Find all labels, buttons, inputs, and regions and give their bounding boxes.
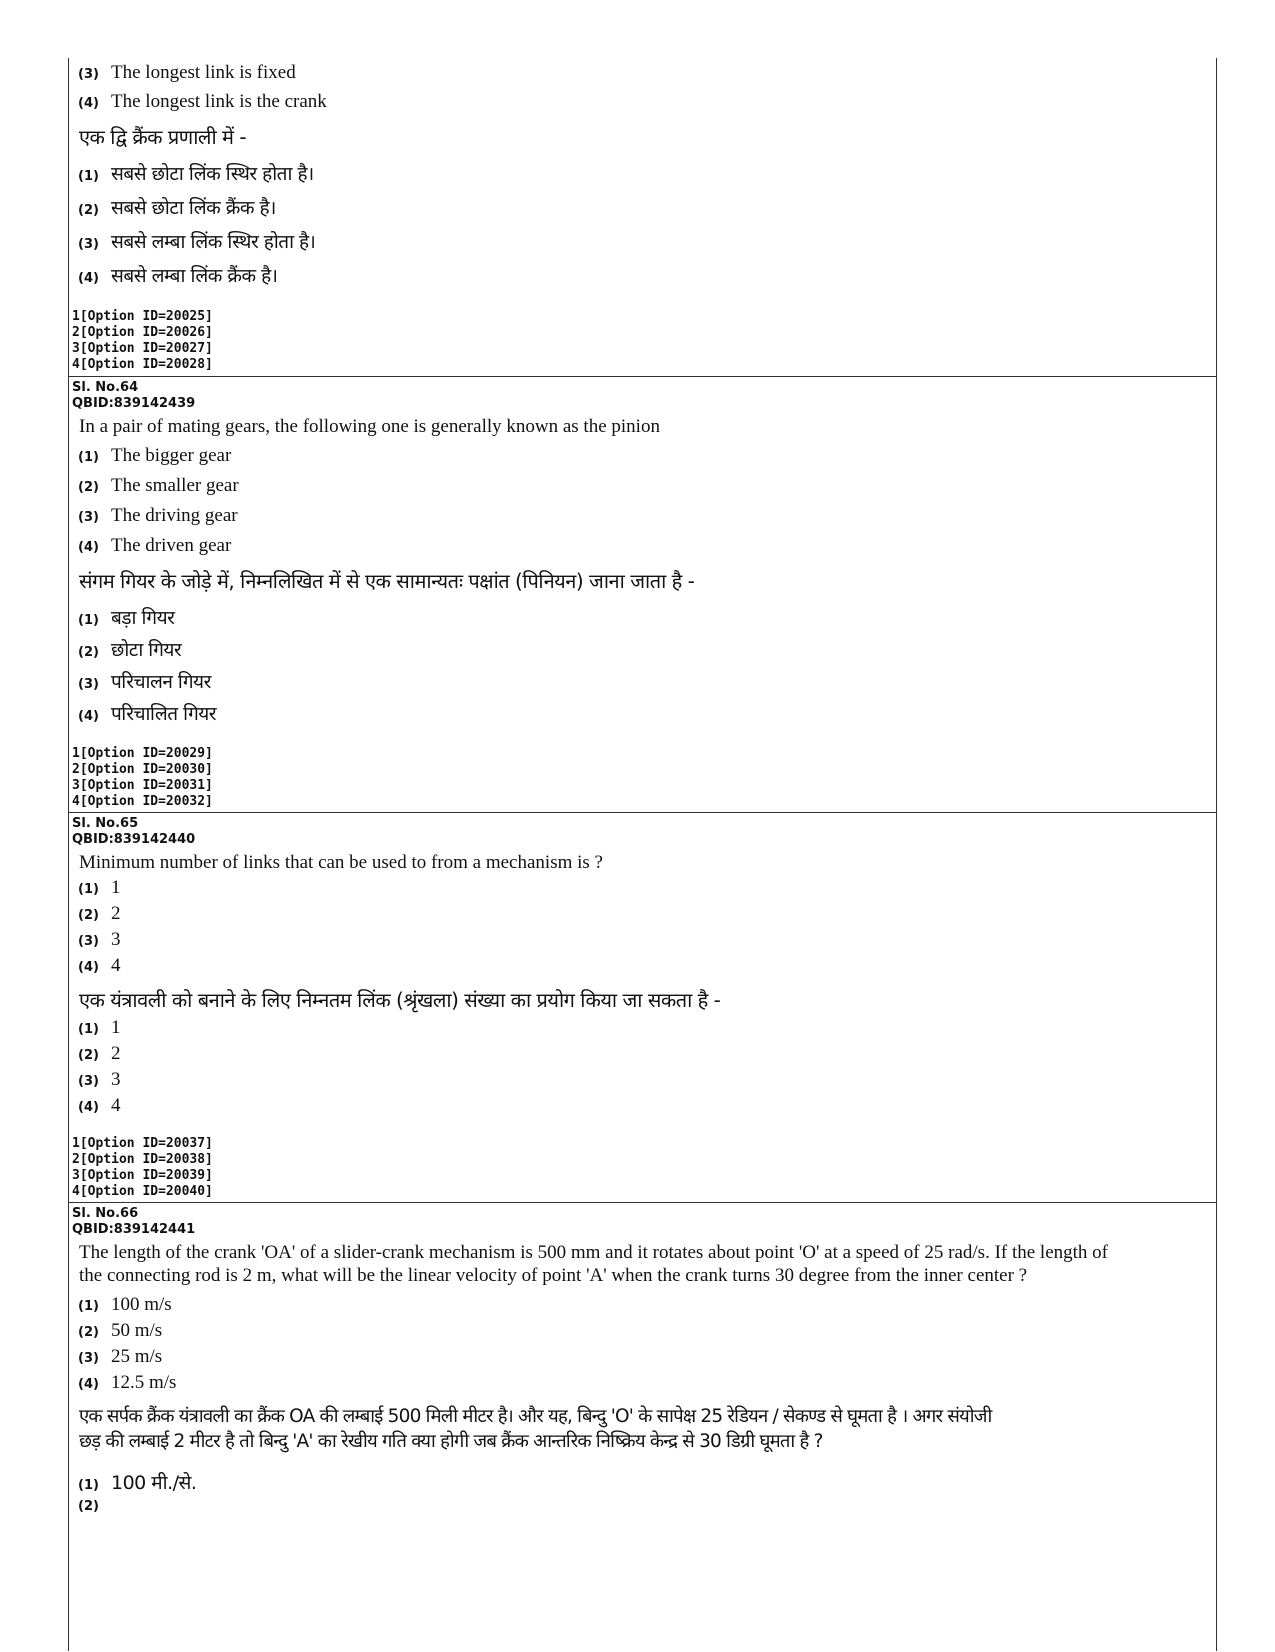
- option-id: 2[Option ID=20038]: [72, 1152, 213, 1167]
- qbid: QBID:839142439: [72, 396, 196, 411]
- serial-number: Sl. No.64: [72, 380, 139, 395]
- option-id-list: [72, 309, 213, 373]
- question-65: [69, 812, 1216, 1203]
- option-id-list: [72, 1136, 213, 1200]
- question-paper-page: [68, 58, 1217, 1651]
- option-id: 4[Option ID=20032]: [72, 794, 213, 809]
- option-en-4: (4) The longest link is the crank: [78, 91, 327, 112]
- option-hi-1: (1) 100 मी./से.: [78, 1472, 197, 1494]
- option-en-4: (4) The driven gear: [78, 535, 232, 556]
- qbid: QBID:839142441: [72, 1222, 196, 1237]
- question-english-line-1: The length of the crank 'OA' of a slider-crank mechanism is 500 mm and it rotates about point 'O' at a speed of 25 rad/s. If the length of: [79, 1242, 1108, 1263]
- option-en-2: (2) 2: [78, 903, 121, 924]
- option-en-2: (2) The smaller gear: [78, 475, 239, 496]
- option-en-3: (3) 25 m/s: [78, 1346, 163, 1367]
- question-english: In a pair of mating gears, the following one is generally known as the pinion: [79, 416, 660, 437]
- option-en-1: (1) The bigger gear: [78, 445, 232, 466]
- option-id-list: [72, 746, 213, 810]
- option-id: 3[Option ID=20039]: [72, 1168, 213, 1183]
- option-id: 1[Option ID=20029]: [72, 746, 213, 761]
- option-hi-3: (3) 3: [78, 1069, 121, 1090]
- question-66: [69, 1202, 1216, 1652]
- option-en-1: (1) 1: [78, 877, 121, 898]
- option-id: 4[Option ID=20040]: [72, 1184, 213, 1199]
- option-en-3: (3) The longest link is fixed: [78, 62, 296, 83]
- option-hi-2: (2) सबसे छोटा लिंक क्रैंक है।: [78, 197, 276, 219]
- serial-number: Sl. No.65: [72, 816, 139, 831]
- option-id: 4[Option ID=20028]: [72, 357, 213, 372]
- option-hi-1: (1) बड़ा गियर: [78, 607, 175, 629]
- qbid: QBID:839142440: [72, 832, 196, 847]
- option-hi-3: (3) सबसे लम्बा लिंक स्थिर होता है।: [78, 231, 316, 253]
- question-hindi: एक यंत्रावली को बनाने के लिए निम्नतम लिंक (श्रृंखला) संख्या का प्रयोग किया जा सकता है -: [79, 988, 721, 1012]
- question-hindi: संगम गियर के जोड़े में, निम्नलिखित में से एक सामान्यतः पक्षांत (पिनियन) जाना जाता है -: [79, 569, 695, 593]
- option-en-3: (3) The driving gear: [78, 505, 238, 526]
- option-id: 1[Option ID=20025]: [72, 309, 213, 324]
- option-hi-1: (1) 1: [78, 1017, 121, 1038]
- option-hi-3: (3) परिचालन गियर: [78, 671, 211, 693]
- option-en-2: (2) 50 m/s: [78, 1320, 163, 1341]
- option-hi-4: (4) 4: [78, 1095, 121, 1116]
- option-hi-2: (2): [78, 1499, 99, 1514]
- option-hi-2: (2) छोटा गियर: [78, 639, 182, 661]
- serial-number: Sl. No.66: [72, 1206, 139, 1221]
- question-english-line-2: the connecting rod is 2 m, what will be the linear velocity of point 'A' when the crank turns 30 degree from the inner center ?: [79, 1265, 1028, 1286]
- question-hindi-line-1: एक सर्पक क्रैंक यंत्रावली का क्रैंक OA की लम्बाई 500 मिली मीटर है। और यह, बिन्दु 'O' के सापेक्ष 25 रेडियन / सेकण्ड से घूमता है । अगर संयोजी: [79, 1406, 992, 1427]
- option-id: 3[Option ID=20027]: [72, 341, 213, 356]
- option-en-1: (1) 100 m/s: [78, 1294, 172, 1315]
- option-id: 2[Option ID=20030]: [72, 762, 213, 777]
- option-id: 3[Option ID=20031]: [72, 778, 213, 793]
- option-hi-1: (1) सबसे छोटा लिंक स्थिर होता है।: [78, 163, 314, 185]
- option-id: 2[Option ID=20026]: [72, 325, 213, 340]
- question-hindi-line-2: छड़ की लम्बाई 2 मीटर है तो बिन्दु 'A' का रेखीय गति क्या होगी जब क्रैंक आन्तरिक निष्क्रिय केन्द्र से 30 डिग्री घूमता है ?: [79, 1431, 823, 1452]
- option-en-4: (4) 4: [78, 955, 121, 976]
- question-english: Minimum number of links that can be used to from a mechanism is ?: [79, 852, 603, 873]
- option-hi-4: (4) परिचालित गियर: [78, 703, 217, 725]
- option-id: 1[Option ID=20037]: [72, 1136, 213, 1151]
- question-hindi: एक द्वि क्रैंक प्रणाली में -: [79, 125, 247, 149]
- question-64: [69, 376, 1216, 813]
- option-en-4: (4) 12.5 m/s: [78, 1372, 177, 1393]
- option-hi-2: (2) 2: [78, 1043, 121, 1064]
- option-hi-4: (4) सबसे लम्बा लिंक क्रैंक है।: [78, 265, 278, 287]
- option-en-3: (3) 3: [78, 929, 121, 950]
